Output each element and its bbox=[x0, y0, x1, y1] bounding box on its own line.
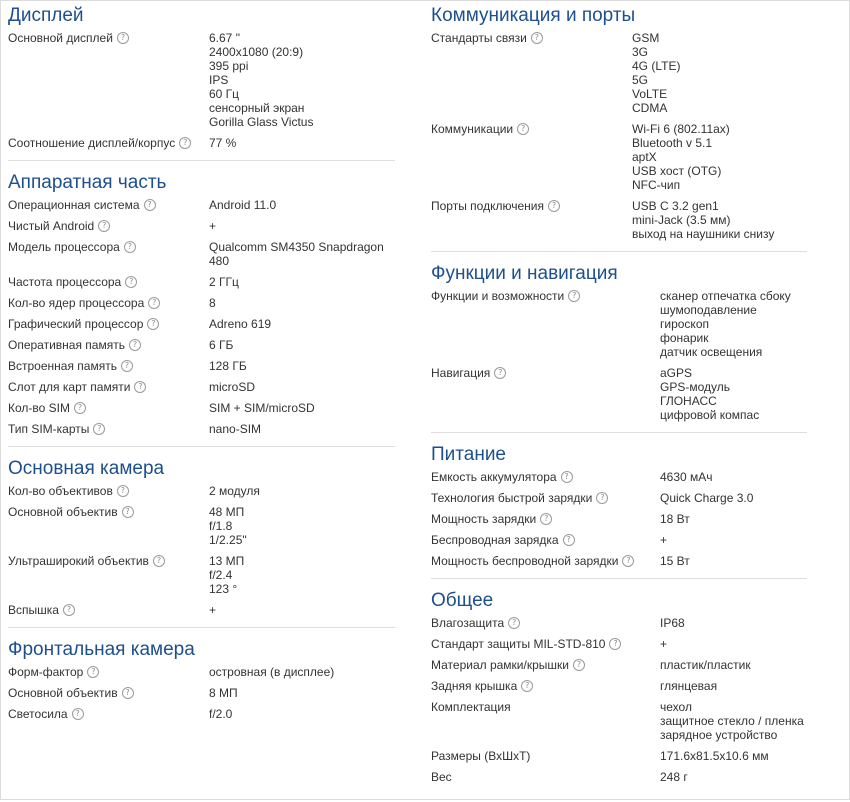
spec-label bbox=[8, 398, 209, 415]
spec-value-line: гироскоп bbox=[660, 317, 709, 331]
spec-value-line: 8 МП bbox=[209, 686, 238, 700]
spec-value bbox=[660, 286, 807, 363]
spec-label-text: Емкость аккумулятора bbox=[431, 470, 557, 484]
spec-label bbox=[431, 551, 660, 568]
spec-value bbox=[209, 293, 395, 314]
spec-value-line: 60 Гц bbox=[209, 87, 240, 101]
help-icon[interactable]: ? bbox=[148, 297, 160, 309]
spec-value-line: 1/2.25" bbox=[209, 533, 247, 547]
spec-value bbox=[660, 467, 807, 488]
help-icon[interactable]: ? bbox=[63, 604, 75, 616]
spec-value-line: 4G (LTE) bbox=[632, 59, 681, 73]
spec-label bbox=[8, 293, 209, 310]
spec-value bbox=[209, 419, 395, 440]
specs-column-left bbox=[8, 0, 395, 739]
spec-label-text: Задняя крышка bbox=[431, 679, 518, 693]
spec-value-line: 6 ГБ bbox=[209, 338, 234, 352]
help-icon[interactable]: ? bbox=[144, 199, 156, 211]
spec-label-text: Коммуникации bbox=[431, 122, 514, 136]
spec-value-line: выход на наушники снизу bbox=[632, 227, 775, 241]
spec-label bbox=[8, 683, 209, 700]
help-icon[interactable]: ? bbox=[129, 339, 141, 351]
help-icon[interactable]: ? bbox=[573, 659, 585, 671]
spec-row bbox=[431, 746, 807, 767]
help-icon[interactable]: ? bbox=[124, 241, 136, 253]
spec-value bbox=[209, 377, 395, 398]
spec-value-line: 2 модуля bbox=[209, 484, 260, 498]
spec-value-line: IP68 bbox=[660, 616, 685, 630]
spec-label-text: Тип SIM-карты bbox=[8, 422, 90, 436]
spec-value-line: 248 г bbox=[660, 770, 688, 784]
spec-value-line: 5G bbox=[632, 73, 649, 87]
spec-label-text: Мощность беспроводной зарядки bbox=[431, 554, 619, 568]
help-icon[interactable]: ? bbox=[563, 534, 575, 546]
spec-label-text: Графический процессор bbox=[8, 317, 144, 331]
spec-label-text: Основной дисплей bbox=[8, 31, 113, 45]
spec-value-line: зарядное устройство bbox=[660, 728, 778, 742]
help-icon[interactable]: ? bbox=[125, 276, 137, 288]
spec-value bbox=[209, 481, 395, 502]
spec-label bbox=[431, 530, 660, 547]
help-icon[interactable]: ? bbox=[596, 492, 608, 504]
section-title: Аппаратная часть bbox=[8, 172, 167, 193]
spec-value bbox=[209, 237, 395, 272]
spec-value-line: 395 ppi bbox=[209, 59, 249, 73]
spec-label-text: Беспроводная зарядка bbox=[431, 533, 559, 547]
spec-label bbox=[431, 363, 660, 380]
help-icon[interactable]: ? bbox=[521, 680, 533, 692]
spec-label bbox=[8, 551, 209, 568]
spec-value bbox=[209, 335, 395, 356]
spec-label-text: Модель процессора bbox=[8, 240, 120, 254]
spec-value-line: 128 ГБ bbox=[209, 359, 247, 373]
spec-label-text: Светосила bbox=[8, 707, 68, 721]
help-icon[interactable]: ? bbox=[121, 360, 133, 372]
spec-value-line: сенсорный экран bbox=[209, 101, 305, 115]
spec-label-text: Ультраширокий объектив bbox=[8, 554, 149, 568]
spec-value-line: глянцевая bbox=[660, 679, 718, 693]
spec-label bbox=[431, 509, 660, 526]
spec-value-line: + bbox=[660, 533, 668, 547]
spec-label bbox=[431, 697, 660, 714]
spec-label bbox=[431, 119, 632, 136]
spec-label bbox=[431, 613, 660, 630]
section-title: Основная камера bbox=[8, 458, 165, 479]
spec-value-line: VoLTE bbox=[632, 87, 668, 101]
help-icon[interactable]: ? bbox=[72, 708, 84, 720]
help-icon[interactable]: ? bbox=[548, 200, 560, 212]
spec-value-line: mini-Jack (3.5 мм) bbox=[632, 213, 731, 227]
spec-row bbox=[431, 697, 807, 746]
spec-label bbox=[8, 216, 209, 233]
spec-label bbox=[8, 314, 209, 331]
spec-label bbox=[431, 28, 632, 45]
spec-label-text: Частота процессора bbox=[8, 275, 122, 289]
spec-value-line: островная (в дисплее) bbox=[209, 665, 335, 679]
spec-label-text: Чистый Android bbox=[8, 219, 95, 233]
spec-label-text: Мощность зарядки bbox=[431, 512, 537, 526]
spec-value-line: 6.67 " bbox=[209, 31, 240, 45]
spec-value-line: 13 МП bbox=[209, 554, 245, 568]
spec-value-line: 171.6x81.5x10.6 мм bbox=[660, 749, 769, 763]
spec-row bbox=[431, 286, 807, 363]
spec-label-text: Кол-во объективов bbox=[8, 484, 113, 498]
spec-label bbox=[431, 467, 660, 484]
help-icon[interactable]: ? bbox=[517, 123, 529, 135]
spec-row bbox=[8, 419, 395, 440]
spec-row bbox=[8, 314, 395, 335]
spec-value-line: 48 МП bbox=[209, 505, 245, 519]
spec-label-text: Технология быстрой зарядки bbox=[431, 491, 593, 505]
spec-row bbox=[8, 377, 395, 398]
spec-section bbox=[8, 169, 395, 447]
spec-label bbox=[8, 662, 209, 679]
spec-value-line: Adreno 619 bbox=[209, 317, 272, 331]
spec-value-line: Gorilla Glass Victus bbox=[209, 115, 314, 129]
spec-row bbox=[431, 363, 807, 426]
spec-value bbox=[660, 697, 807, 746]
spec-label-text: Материал рамки/крышки bbox=[431, 658, 569, 672]
spec-value-line: Bluetooth v 5.1 bbox=[632, 136, 713, 150]
spec-row bbox=[8, 502, 395, 551]
spec-label-text: Навигация bbox=[431, 366, 491, 380]
spec-label bbox=[8, 704, 209, 721]
spec-value-line: 18 Вт bbox=[660, 512, 690, 526]
help-icon[interactable]: ? bbox=[622, 555, 634, 567]
spec-value-line: + bbox=[660, 637, 668, 651]
spec-row bbox=[431, 467, 807, 488]
spec-value-line: USB хост (OTG) bbox=[632, 164, 722, 178]
spec-row bbox=[431, 655, 807, 676]
spec-value bbox=[660, 530, 807, 551]
spec-value-line: чехол bbox=[660, 700, 692, 714]
spec-value-line: f/1.8 bbox=[209, 519, 233, 533]
spec-label-text: Форм-фактор bbox=[8, 665, 84, 679]
spec-value-line: + bbox=[209, 219, 217, 233]
spec-value bbox=[209, 398, 395, 419]
help-icon[interactable]: ? bbox=[147, 318, 159, 330]
spec-value bbox=[632, 119, 807, 196]
spec-value-line: ГЛОНАСС bbox=[660, 394, 717, 408]
section-title: Дисплей bbox=[8, 5, 84, 26]
spec-label bbox=[8, 237, 209, 254]
help-icon[interactable]: ? bbox=[531, 32, 543, 44]
spec-value-line: 2 ГГц bbox=[209, 275, 239, 289]
spec-value bbox=[660, 509, 807, 530]
spec-label-text: Стандарты связи bbox=[431, 31, 527, 45]
spec-label bbox=[431, 746, 660, 763]
spec-row bbox=[431, 634, 807, 655]
spec-value-line: USB C 3.2 gen1 bbox=[632, 199, 719, 213]
spec-label-text: Стандарт защиты MIL-STD-810 bbox=[431, 637, 606, 651]
spec-value-line: Quick Charge 3.0 bbox=[660, 491, 754, 505]
spec-label-text: Встроенная память bbox=[8, 359, 117, 373]
spec-value-line: 2400x1080 (20:9) bbox=[209, 45, 304, 59]
spec-value bbox=[660, 767, 807, 788]
help-icon[interactable]: ? bbox=[74, 402, 86, 414]
spec-value bbox=[209, 704, 395, 725]
spec-row bbox=[431, 613, 807, 634]
spec-value-line: IPS bbox=[209, 73, 229, 87]
spec-row bbox=[8, 335, 395, 356]
spec-row bbox=[431, 676, 807, 697]
spec-value-line: NFC-чип bbox=[632, 178, 681, 192]
spec-row bbox=[8, 398, 395, 419]
spec-row bbox=[431, 551, 807, 572]
section-title: Питание bbox=[431, 444, 506, 465]
spec-row bbox=[8, 481, 395, 502]
help-icon[interactable]: ? bbox=[134, 381, 146, 393]
spec-row bbox=[431, 119, 807, 196]
spec-value-line: aGPS bbox=[660, 366, 693, 380]
spec-value bbox=[660, 676, 807, 697]
spec-label-text: Функции и возможности bbox=[431, 289, 565, 303]
spec-label bbox=[8, 195, 209, 212]
spec-value-line: 3G bbox=[632, 45, 649, 59]
spec-value bbox=[209, 195, 395, 216]
spec-value-line: 15 Вт bbox=[660, 554, 690, 568]
spec-value-line: f/2.4 bbox=[209, 568, 233, 582]
spec-value bbox=[632, 28, 807, 119]
spec-section bbox=[431, 2, 807, 252]
spec-label bbox=[8, 481, 209, 498]
spec-value-line: 4630 мАч bbox=[660, 470, 713, 484]
spec-label bbox=[8, 28, 209, 45]
spec-value bbox=[660, 363, 807, 426]
spec-value bbox=[209, 683, 395, 704]
spec-value-line: microSD bbox=[209, 380, 256, 394]
spec-label-text: Кол-во ядер процессора bbox=[8, 296, 145, 310]
spec-value-line: GSM bbox=[632, 31, 660, 45]
spec-label bbox=[8, 600, 209, 617]
spec-label bbox=[431, 488, 660, 505]
section-title: Функции и навигация bbox=[431, 263, 618, 284]
spec-label-text: Операционная система bbox=[8, 198, 140, 212]
help-icon[interactable]: ? bbox=[122, 506, 134, 518]
spec-value bbox=[660, 634, 807, 655]
spec-label bbox=[8, 133, 209, 150]
spec-row bbox=[8, 237, 395, 272]
spec-value bbox=[660, 488, 807, 509]
spec-value bbox=[209, 314, 395, 335]
spec-row bbox=[8, 662, 395, 683]
spec-label-text: Вспышка bbox=[8, 603, 59, 617]
spec-value-line: + bbox=[209, 603, 217, 617]
section-title: Фронтальная камера bbox=[8, 639, 195, 660]
spec-label bbox=[431, 286, 660, 303]
spec-value bbox=[209, 216, 395, 237]
spec-row bbox=[431, 530, 807, 551]
spec-row bbox=[8, 293, 395, 314]
spec-row bbox=[8, 600, 395, 621]
section-title: Общее bbox=[431, 590, 494, 611]
spec-label bbox=[8, 419, 209, 436]
spec-row bbox=[8, 272, 395, 293]
help-icon[interactable]: ? bbox=[494, 367, 506, 379]
help-icon[interactable]: ? bbox=[98, 220, 110, 232]
help-icon[interactable]: ? bbox=[117, 32, 129, 44]
spec-value-line: шумоподавление bbox=[660, 303, 757, 317]
spec-value-line: защитное стекло / пленка bbox=[660, 714, 804, 728]
spec-value-line: aptX bbox=[632, 150, 657, 164]
spec-value bbox=[209, 662, 395, 683]
spec-value bbox=[209, 356, 395, 377]
spec-section bbox=[8, 2, 395, 161]
spec-label bbox=[8, 356, 209, 373]
spec-value-line: Android 11.0 bbox=[209, 198, 277, 212]
spec-row bbox=[431, 28, 807, 119]
help-icon[interactable]: ? bbox=[93, 423, 105, 435]
spec-section bbox=[431, 260, 807, 433]
spec-value-line: GPS-модуль bbox=[660, 380, 730, 394]
spec-label bbox=[431, 767, 660, 784]
spec-label bbox=[431, 655, 660, 672]
spec-value-line: Wi-Fi 6 (802.11ax) bbox=[632, 122, 730, 136]
spec-row bbox=[8, 551, 395, 600]
help-icon[interactable]: ? bbox=[561, 471, 573, 483]
spec-value bbox=[660, 551, 807, 572]
spec-row bbox=[8, 216, 395, 237]
spec-label bbox=[431, 634, 660, 651]
help-icon[interactable]: ? bbox=[117, 485, 129, 497]
spec-section bbox=[431, 441, 807, 579]
spec-label-text: Вес bbox=[431, 770, 452, 784]
spec-label-text: Кол-во SIM bbox=[8, 401, 70, 415]
spec-section bbox=[8, 636, 395, 731]
spec-label bbox=[8, 335, 209, 352]
spec-value-line: 123 ° bbox=[209, 582, 238, 596]
spec-value-line: Qualcomm SM4350 Snapdragon 480 bbox=[209, 240, 384, 268]
spec-value bbox=[209, 551, 395, 600]
spec-label-text: Порты подключения bbox=[431, 199, 544, 213]
spec-row bbox=[431, 488, 807, 509]
spec-row bbox=[8, 133, 395, 154]
spec-value-line: nano-SIM bbox=[209, 422, 262, 436]
spec-label bbox=[431, 676, 660, 693]
spec-section bbox=[431, 587, 807, 794]
spec-value-line: f/2.0 bbox=[209, 707, 233, 721]
help-icon[interactable]: ? bbox=[609, 638, 621, 650]
help-icon[interactable]: ? bbox=[153, 555, 165, 567]
spec-label bbox=[8, 502, 209, 519]
section-title: Коммуникация и порты bbox=[431, 5, 636, 26]
spec-label-text: Оперативная память bbox=[8, 338, 125, 352]
spec-section bbox=[8, 455, 395, 628]
spec-row bbox=[8, 195, 395, 216]
spec-value-line: датчик освещения bbox=[660, 345, 763, 359]
spec-value bbox=[209, 272, 395, 293]
help-icon[interactable]: ? bbox=[179, 137, 191, 149]
spec-label-text: Слот для карт памяти bbox=[8, 380, 131, 394]
spec-value-line: фонарик bbox=[660, 331, 709, 345]
spec-value-line: цифровой компас bbox=[660, 408, 760, 422]
spec-value bbox=[632, 196, 807, 245]
spec-label-text: Соотношение дисплей/корпус bbox=[8, 136, 176, 150]
spec-row bbox=[431, 196, 807, 245]
spec-value bbox=[209, 28, 395, 133]
spec-row bbox=[431, 767, 807, 788]
spec-row bbox=[8, 356, 395, 377]
specs-column-right bbox=[431, 0, 807, 802]
spec-row bbox=[431, 509, 807, 530]
help-icon[interactable]: ? bbox=[540, 513, 552, 525]
spec-value-line: 77 % bbox=[209, 136, 237, 150]
spec-label-text: Влагозащита bbox=[431, 616, 505, 630]
spec-label-text: Основной объектив bbox=[8, 505, 118, 519]
spec-label-text: Размеры (ВхШхТ) bbox=[431, 749, 531, 763]
spec-value-line: сканер отпечатка сбоку bbox=[660, 289, 791, 303]
spec-label bbox=[8, 377, 209, 394]
help-icon[interactable]: ? bbox=[87, 666, 99, 678]
spec-row bbox=[8, 28, 395, 133]
spec-value bbox=[209, 133, 395, 154]
help-icon[interactable]: ? bbox=[122, 687, 134, 699]
spec-value-line: пластик/пластик bbox=[660, 658, 751, 672]
help-icon[interactable]: ? bbox=[508, 617, 520, 629]
spec-row bbox=[8, 704, 395, 725]
spec-label-text: Основной объектив bbox=[8, 686, 118, 700]
spec-value bbox=[660, 746, 807, 767]
spec-value bbox=[660, 613, 807, 634]
spec-value bbox=[209, 600, 395, 621]
spec-value bbox=[209, 502, 395, 551]
spec-value-line: CDMA bbox=[632, 101, 668, 115]
spec-label bbox=[8, 272, 209, 289]
help-icon[interactable]: ? bbox=[568, 290, 580, 302]
spec-value bbox=[660, 655, 807, 676]
spec-value-line: 8 bbox=[209, 296, 216, 310]
spec-label bbox=[431, 196, 632, 213]
spec-value-line: SIM + SIM/microSD bbox=[209, 401, 315, 415]
spec-row bbox=[8, 683, 395, 704]
spec-label-text: Комплектация bbox=[431, 700, 511, 714]
